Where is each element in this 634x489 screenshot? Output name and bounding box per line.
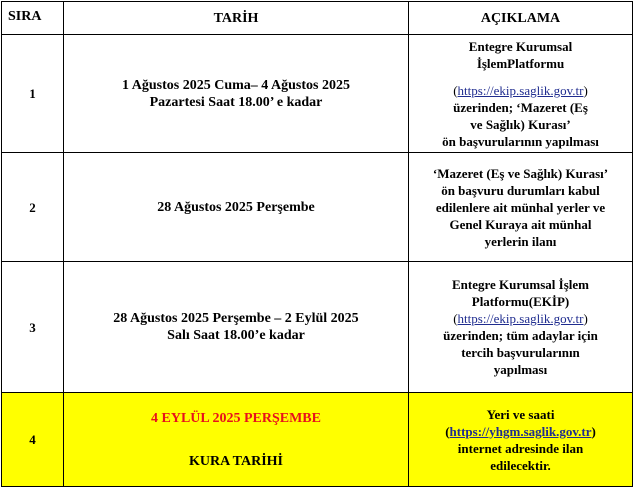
yhgm-link[interactable]: https://yhgm.saglik.gov.tr [449,423,592,439]
row-aciklama [409,393,633,487]
aciklama-line: internet adresinde ilan [457,440,584,456]
ekip-link[interactable]: https://ekip.saglik.gov.tr [457,82,584,98]
aciklama-line: tercih başvurularının [461,345,580,360]
row-tarih [64,35,409,153]
aciklama-link-line [412,82,629,99]
paren-close: ) [591,423,596,439]
row-tarih [64,262,409,393]
table-row [2,35,633,153]
paren-open: ( [453,82,458,98]
row-number: 2 [2,153,64,262]
aciklama-line: Genel Kuraya ait münhal [449,216,592,232]
aciklama-line: üzerinden; ‘Mazeret (Eş [453,99,588,115]
aciklama-link-line [412,423,629,440]
row-number: 1 [2,35,64,153]
row-tarih [64,153,409,262]
aciklama-link-line [412,310,629,327]
paren-close: ) [583,311,588,326]
tarih-line: 28 Ağustos 2025 Perşembe – 2 Eylül 2025 [113,311,359,326]
aciklama-line: üzerinden; tüm adaylar için [443,328,598,343]
tarih-line: 28 Ağustos 2025 Perşembe [157,199,315,215]
kura-label: KURA TARİHİ [188,453,283,469]
aciklama-line: Platformu(EKİP) [471,294,570,309]
row-tarih [64,393,409,487]
tarih-line: 1 Ağustos 2025 Cuma– 4 Ağustos 2025 [122,77,350,93]
kura-date: 4 EYLÜL 2025 PERŞEMBE [151,410,321,426]
schedule-table [1,1,633,487]
ekip-link[interactable]: https://ekip.saglik.gov.tr [457,311,584,326]
header-aciklama: AÇIKLAMA [409,2,633,35]
aciklama-line: yapılması [493,362,548,377]
paren-open: ( [453,311,458,326]
row-aciklama [409,153,633,262]
header-tarih: TARİH [64,2,409,35]
table-row [2,262,633,393]
aciklama-line: edilecektir. [490,457,551,473]
aciklama-line: yerlerin ilanı [484,233,557,249]
paren-open: ( [445,423,450,439]
row-number: 4 [2,393,64,487]
table-row [2,153,633,262]
paren-close: ) [583,82,588,98]
row-aciklama [409,262,633,393]
tarih-line: Salı Saat 18.00’e kadar [167,328,305,343]
row-number: 3 [2,262,64,393]
aciklama-line: Yeri ve saati [486,406,555,422]
header-sira: SIRA [2,2,64,35]
aciklama-line: ve Sağlık) Kurası’ [470,116,571,132]
aciklama-line: Entegre Kurumsal İşlem [452,277,589,292]
table-row-highlighted [2,393,633,487]
aciklama-line: Entegre Kurumsal [468,38,573,54]
aciklama-line: edilenlere ait münhal yerler ve [435,199,606,215]
aciklama-line: İşlemPlatformu [476,55,565,71]
table-header-row [2,2,633,35]
aciklama-line: ‘Mazeret (Eş ve Sağlık) Kurası’ [432,165,609,181]
aciklama-line: ön başvurularının yapılması [442,133,599,149]
row-aciklama [409,35,633,153]
aciklama-line: ön başvuru durumları kabul [441,182,600,198]
tarih-line: Pazartesi Saat 18.00’ e kadar [149,94,323,110]
